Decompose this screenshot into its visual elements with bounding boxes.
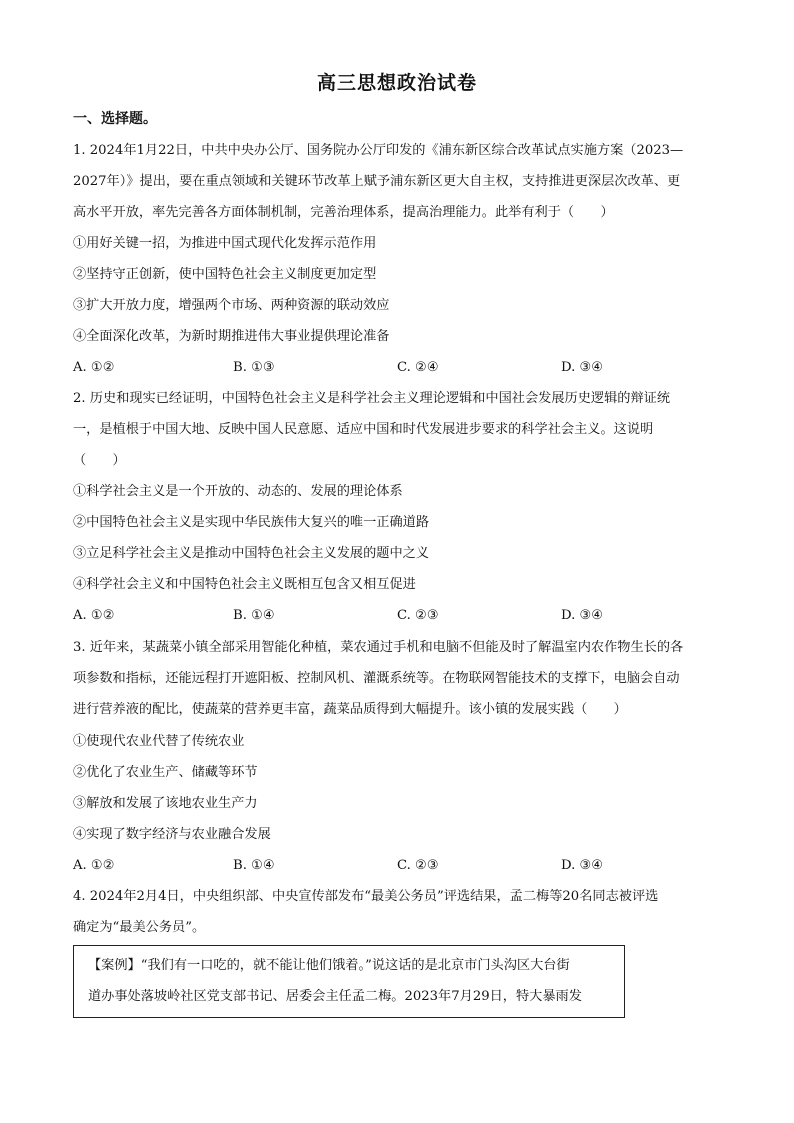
- question-2-item: ④科学社会主义和中国特色社会主义既相互包含又相互促进: [73, 577, 416, 592]
- question-1-item: ④全面深化改革，为新时期推进伟大事业提供理论准备: [73, 329, 390, 344]
- case-line: 【案例】“我们有一口吃的，就不能让他们饿着。”说这话的是北京市门头沟区大台街: [88, 958, 570, 973]
- question-1-item: ③扩大开放力度，增强两个市场、两种资源的联动效应: [73, 298, 390, 313]
- question-2-stem-line: 一，是植根于中国大地、反映中国人民意愿、适应中国和时代发展进步要求的科学社会主义。这说明: [73, 422, 654, 437]
- option-c: C. ②③: [397, 858, 439, 873]
- question-3-item: ④实现了数字经济与农业融合发展: [73, 827, 271, 842]
- question-3-stem-line: 项参数和指标，还能远程打开遮阳板、控制风机、灌溉系统等。在物联网智能技术的支撑下，电脑会自动: [73, 671, 680, 686]
- question-3-item: ①使现代农业代替了传统农业: [73, 734, 245, 749]
- page-title: 高三思想政治试卷: [316, 72, 477, 94]
- question-2-item: ②中国特色社会主义是实现中华民族伟大复兴的唯一正确道路: [73, 515, 430, 530]
- option-c: C. ②④: [397, 360, 439, 375]
- question-1-item: ①用好关键一招，为推进中国式现代化发挥示范作用: [73, 236, 377, 251]
- option-a: A. ①②: [73, 608, 115, 623]
- option-b: B. ①④: [233, 608, 275, 623]
- question-2-stem-line: （ ）: [73, 453, 126, 468]
- question-1-stem-line: 1. 2024年1月22日，中共中央办公厅、国务院办公厅印发的《浦东新区综合改革试点实施方案（2023—: [73, 143, 684, 158]
- option-b: B. ①③: [233, 360, 275, 375]
- question-3-item: ②优化了农业生产、储藏等环节: [73, 765, 258, 780]
- option-d: D. ③④: [561, 360, 604, 375]
- question-3-stem-line: 3. 近年来，某蔬菜小镇全部采用智能化种植，菜农通过手机和电脑不但能及时了解温室内农作物生长的各: [73, 640, 684, 655]
- option-c: C. ②③: [397, 608, 439, 623]
- question-4-stem-line: 确定为“最美公务员”。: [73, 920, 206, 935]
- question-1-stem-line: 高水平开放，率先完善各方面体制机制，完善治理体系，提高治理能力。此举有利于（ ）: [73, 205, 614, 220]
- option-a: A. ①②: [73, 858, 115, 873]
- case-material-box: [73, 945, 625, 1018]
- question-2-stem-line: 2. 历史和现实已经证明，中国特色社会主义是科学社会主义理论逻辑和中国社会发展历史逻辑的辩证统: [73, 391, 671, 406]
- question-3-stem-line: 进行营养液的配比，使蔬菜的营养更丰富，蔬菜品质得到大幅提升。该小镇的发展实践（ ）: [73, 702, 627, 717]
- question-3-item: ③解放和发展了该地农业生产力: [73, 796, 258, 811]
- question-2-item: ①科学社会主义是一个开放的、动态的、发展的理论体系: [73, 484, 403, 499]
- option-d: D. ③④: [561, 858, 604, 873]
- question-1-item: ②坚持守正创新，使中国特色社会主义制度更加定型: [73, 267, 377, 282]
- case-line: 道办事处落坡岭社区党支部书记、居委会主任孟二梅。2023年7月29日，特大暴雨发: [88, 989, 582, 1004]
- question-2-item: ③立足科学社会主义是推动中国特色社会主义发展的题中之义: [73, 546, 430, 561]
- section-heading: 一、选择题。: [73, 111, 157, 127]
- option-a: A. ①②: [73, 360, 115, 375]
- question-1-stem-line: 2027年）》提出，要在重点领域和关键环节改革上赋予浦东新区更大自主权，支持推进更深层次改革、更: [73, 174, 681, 189]
- option-d: D. ③④: [561, 608, 604, 623]
- question-4-stem-line: 4. 2024年2月4日，中央组织部、中央宣传部发布“最美公务员”评选结果，孟二梅等20名同志被评选: [73, 889, 659, 904]
- option-b: B. ①④: [233, 858, 275, 873]
